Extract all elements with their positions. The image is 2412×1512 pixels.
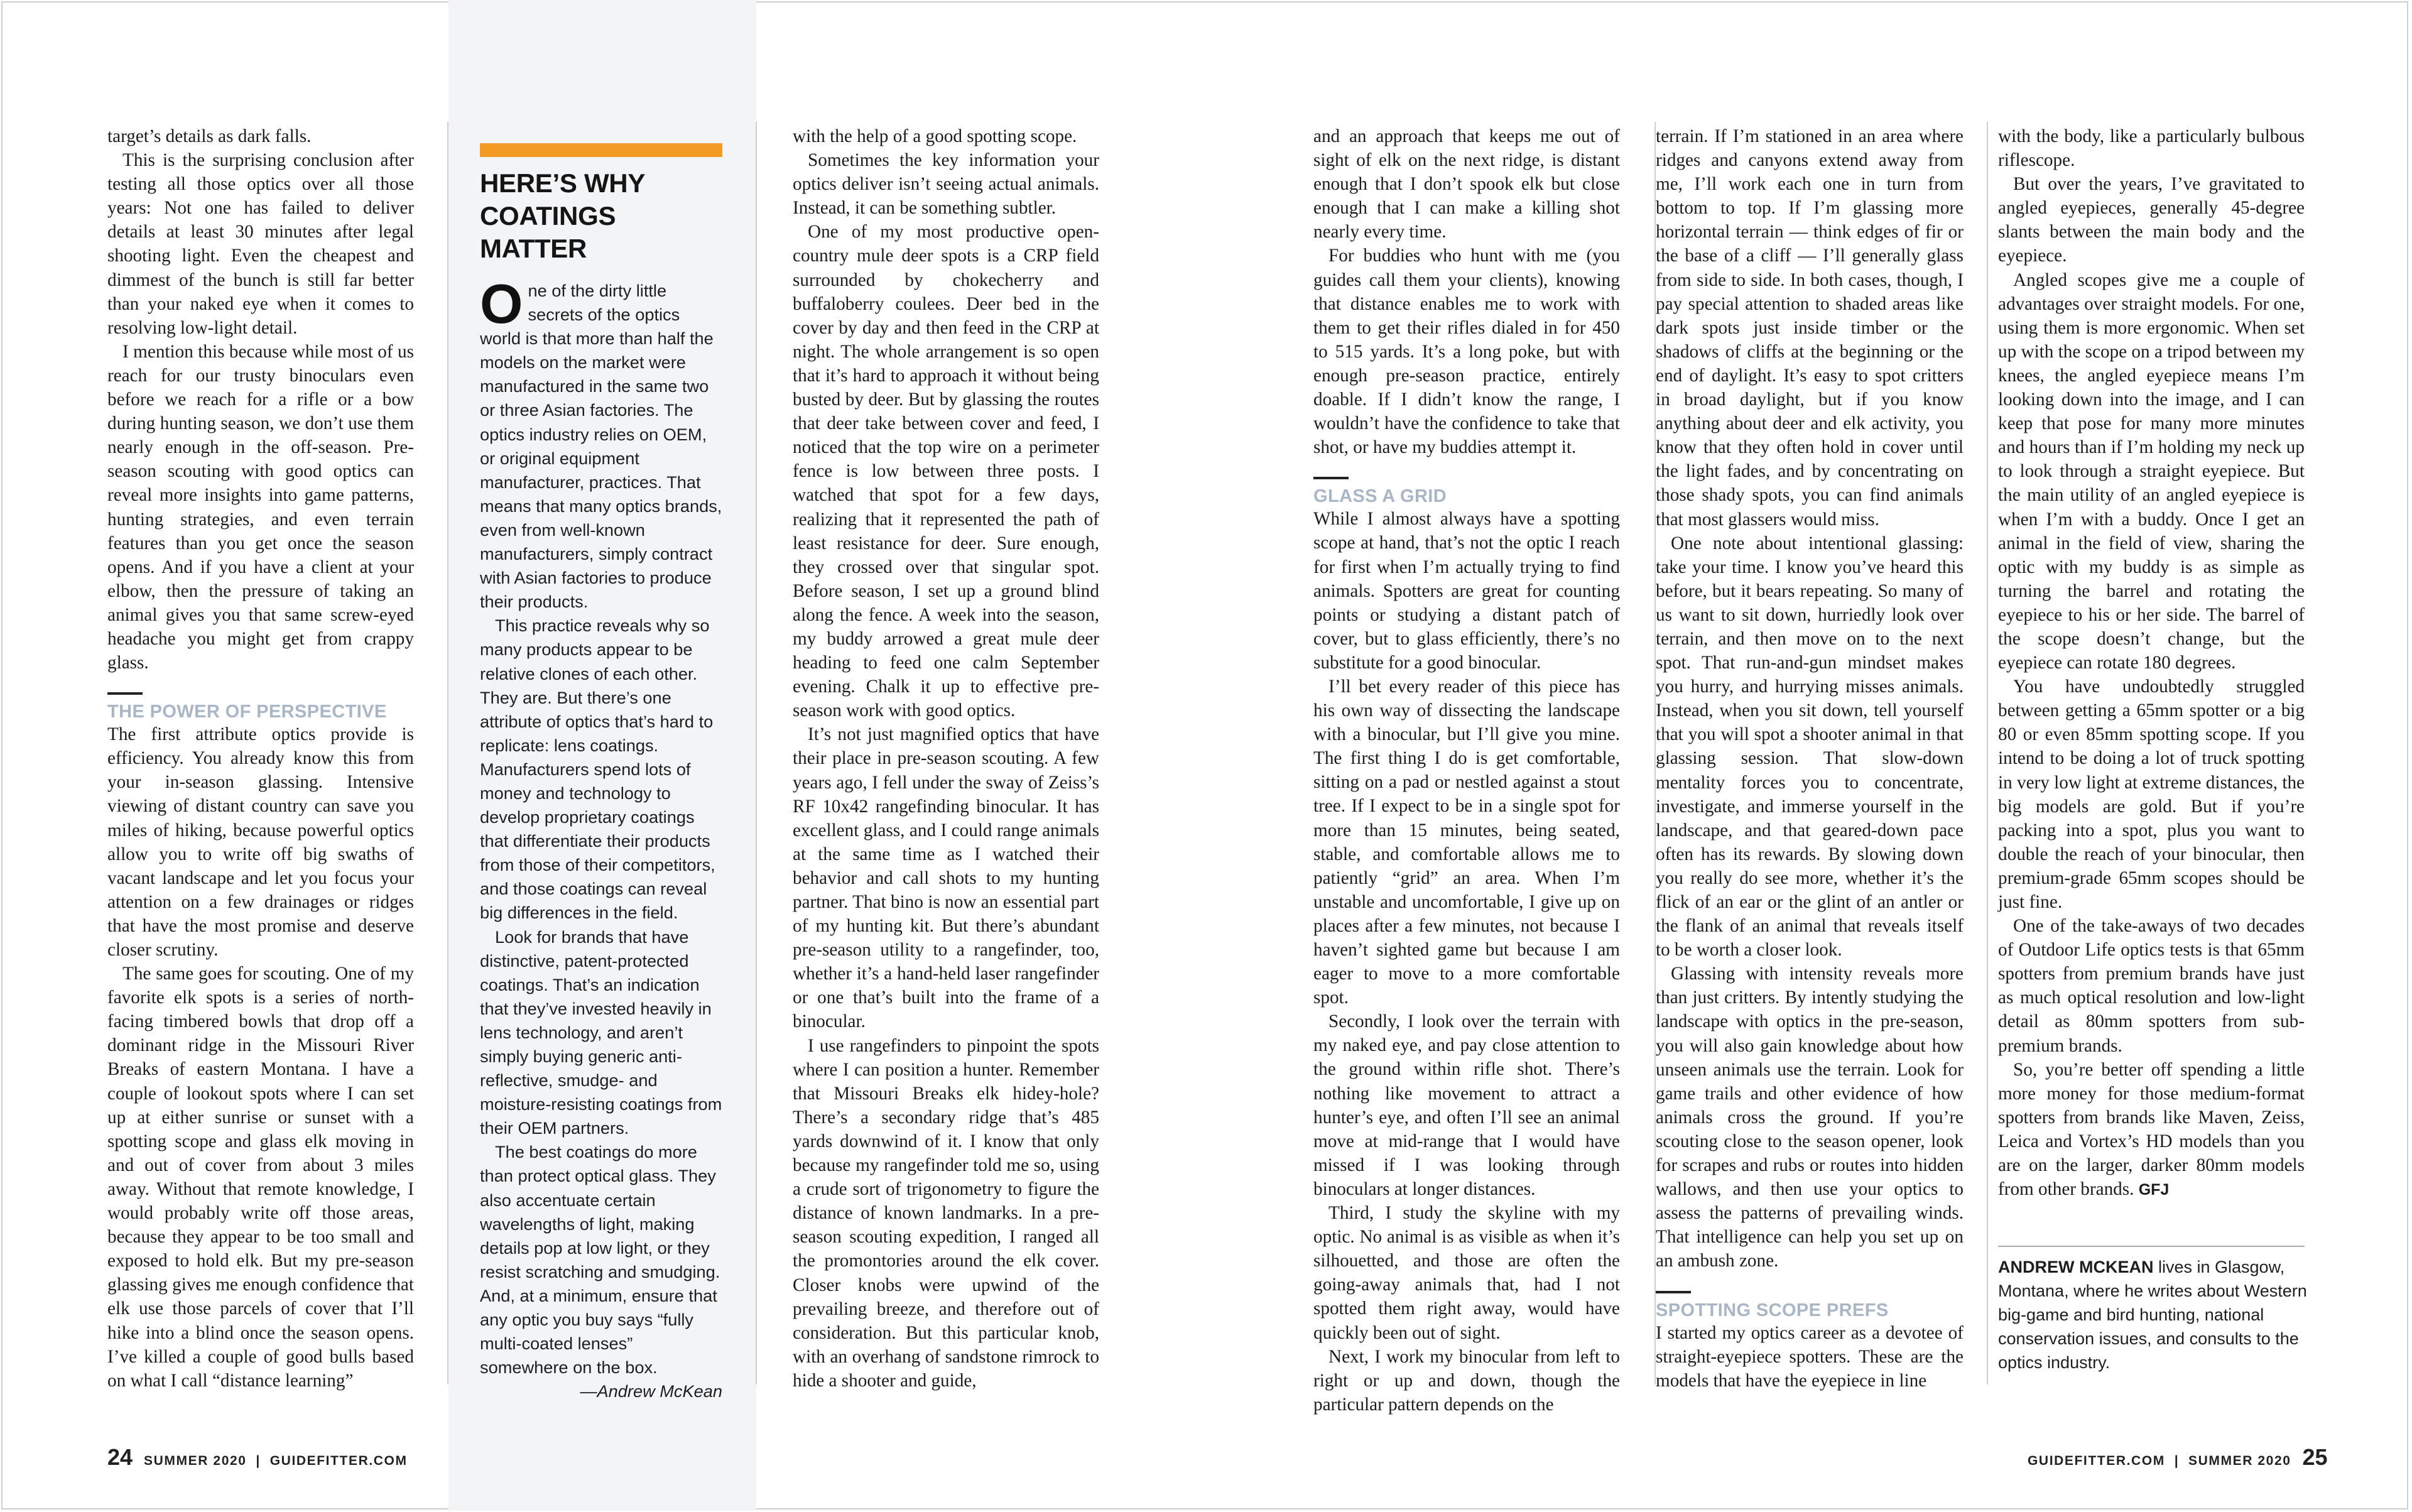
- right-folio: [2028, 1444, 2328, 1471]
- paragraph: [1998, 1058, 2305, 1202]
- paragraph: target’s details as dark falls.: [107, 126, 312, 146]
- column-5: [1656, 124, 1964, 1400]
- paragraph: This is the surprising conclusion after testing all those optics over all those years: Not one has failed to deliver details at least 30 minutes after legal shooting light. Even the cheapest and dimmest of the bunch is still far better than your naked eye when it comes to resolving low-light detail.: [107, 150, 414, 338]
- subhead-rule: [1656, 1291, 1691, 1293]
- sidebar-paragraph: The best coatings do more than protect optical glass. They also accentuate certain wavelengths of light, making details pop at low light, or they resist scratching and smudging. And, at a minimum, ensure that any optic you buy says “fully multi-coated lenses” somewhere on the box.: [480, 1142, 720, 1378]
- column-divider: [756, 122, 757, 1384]
- coatings-sidebar: [480, 143, 722, 1403]
- folio-text: SUMMER 2020 | GUIDEFITTER.COM: [144, 1454, 408, 1468]
- paragraph: Sometimes the key information your optics deliver isn’t seeing actual animals. Instead, it can be something subtler.: [793, 150, 1099, 219]
- sidebar-paragraph: [480, 273, 722, 614]
- sidebar-accent-bar: [480, 143, 722, 157]
- final-text: So, you’re better off spending a little more money for those medium-format spotters from brands like Maven, Zeiss, Leica and Vortex’s HD models than you are on the larger, darker 80mm models from other brands.: [1998, 1059, 2305, 1200]
- subhead-rule: [1313, 477, 1349, 479]
- sidebar-paragraph: Look for brands that have distinctive, patent-protected coatings. That’s an indication that they’ve invested heavily in lens technology, and aren’t simply buying generic anti-reflective, smudge- and moisture-resisting coatings from their OEM partners.: [480, 927, 722, 1138]
- paragraph: I started my optics career as a devotee of straight-eyepiece spotters. These are the models that have the eyepiece in line: [1656, 1322, 1964, 1391]
- paragraph: You have undoubtedly struggled between getting a 65mm spotter or a big 80 or even 85mm spotting scope. If you intend to be doing a lot of truck spotting in very low light at extreme distances, the big models are gold. But if you’re packing into a spot, plus you want to double the reach of your binocular, then premium-grade 65mm scopes should be just fine.: [1998, 677, 2305, 912]
- subhead-rule: [107, 692, 143, 695]
- subhead: SPOTTING SCOPE PREFS: [1656, 1300, 1889, 1320]
- column-1: [107, 124, 414, 1400]
- folio-text: GUIDEFITTER.COM | SUMMER 2020: [2028, 1454, 2291, 1468]
- sidebar-paragraph: This practice reveals why so many products appear to be relative clones of each other. They are. But there’s one attribute of optics that’s hard to replicate: lens coatings. Manufacturers spend lots of money and technology to develop proprietary coatings that differentiate their products from those of their competitors, and those coatings can reveal big differences in the field.: [480, 616, 715, 923]
- bio-rule: [1998, 1246, 2305, 1247]
- paragraph: with the help of a good spotting scope.: [793, 126, 1077, 146]
- paragraph: Angled scopes give me a couple of advantages over straight models. For one, using them is more ergonomic. When set up with the scope on a tripod between my knees, the angled eyepiece means I’m looking down into the image, and I can keep that pose for many more minutes and hours than if I’m holding my neck up to look through a straight eyepiece. But the main utility of an angled eyepiece is when I’m with a buddy. Once I get an animal in the field of view, sharing the optic with my buddy is as simple as turning the barrel and rotating the eyepiece to his or her side. The barrel of the scope doesn’t change, but the eyepiece can rotate 180 degrees.: [1998, 269, 2305, 673]
- subhead: GLASS A GRID: [1313, 486, 1447, 507]
- paragraph: The first attribute optics provide is efficiency. You already know this from your in-season glassing. Intensive viewing of distant country can save you miles of hiking, because powerful optics allow you to write off big swaths of vacant landscape and let you focus your attention on a few drainages or ridges that have the most promise and deserve closer scrutiny.: [107, 724, 414, 960]
- paragraph: I use rangefinders to pinpoint the spots where I can position a hunter. Remember that Missouri Breaks elk hidey-hole? There’s a secondary ridge that’s 485 yards downwind of it. I know that only because my rangefinder told me so, using a crude sort of trigonometry to figure the distance of known landmarks. In a pre-season scouting expedition, I ranged all the promontories around the elk cover. Closer knobs were upwind of the prevailing breeze, and therefore out of consideration. But this particular knob, with an overhang of sandstone rimrock to hide a shooter and guide,: [793, 1035, 1099, 1391]
- paragraph: For buddies who hunt with me (you guides call them your clients), knowing that distance enables me to work with them to get their rifles dialed in for 450 to 515 yards. It’s a long poke, but with enough pre-season practice, entirely doable. If I didn’t know the range, I wouldn’t have the confidence to take that shot, or have my buddies attempt it.: [1313, 246, 1620, 458]
- column-4: [1313, 124, 1620, 1415]
- column-3: [793, 124, 1099, 1400]
- end-mark: GFJ: [2138, 1181, 2170, 1199]
- column-divider: [1987, 122, 1988, 1384]
- sidebar-first-text: ne of the dirty little secrets of the optics world is that more than half the models on the market were manufactured in the same two or three Asian factories. The optics industry relies on OEM, or original equipment manufacturer, practices. That means that many optics brands, even from well-known manufacturers, simply contract with Asian factories to produce their products.: [480, 281, 722, 612]
- drop-cap: O: [480, 273, 523, 335]
- sidebar-title: HERE’S WHY COATINGS MATTER: [480, 168, 645, 263]
- paragraph: terrain. If I’m stationed in an area where ridges and canyons extend away from me, I’ll work each one in turn from bottom to top. If I’m glassing more horizontal terrain — think edges of fir or the base of a cliff — I’ll generally glass from side to side. In both cases, though, I pay special attention to shaded areas like dark spots just inside timber or the shadows of cliffs at the beginning or the end of daylight. It’s easy to spot critters in broad daylight, but if you know anything about deer and elk activity, you know that they often hold in cover until the light fades, and by concentrating on those shady spots, you can find animals that most glassers would miss.: [1656, 126, 1964, 530]
- paragraph: One note about intentional glassing: take your time. I know you’ve heard this before, but it bears repeating. So many of us want to sit down, hurriedly look over terrain, and then move on to the next spot. That run-and-gun mindset makes you hurry, and hurrying misses animals. Instead, when you sit down, tell yourself that you will spot a shooter animal in that glassing session. That slow-down mentality forces you to concentrate, investigate, and immerse yourself in the landscape, and that geared-down pace often has its rewards. By slowing down you really do see more, whether it’s the flick of an ear or the glint of an antler or the flank of an animal that reveals itself to be worth a closer look.: [1656, 533, 1964, 960]
- column-divider: [447, 122, 448, 1384]
- page-number: 24: [107, 1444, 133, 1470]
- author-bio: [1998, 1255, 2312, 1374]
- column-6: [1998, 124, 2305, 1243]
- paragraph: Third, I study the skyline with my optic. No animal is as visible as when it’s silhouetted, and those are often the going-away animals that, had I not spotted them right away, would have quickly been out of sight.: [1313, 1203, 1620, 1343]
- paragraph: Next, I work my binocular from left to right or up and down, though the particular pattern depends on the: [1313, 1346, 1620, 1415]
- sidebar-signature: —Andrew McKean: [580, 1381, 722, 1401]
- paragraph: But over the years, I’ve gravitated to angled eyepieces, generally 45-degree slants between the main body and the eyepiece.: [1998, 174, 2305, 266]
- left-folio: [107, 1444, 408, 1471]
- paragraph: I mention this because while most of us reach for our trusty binoculars even before we reach for a rifle or a bow during hunting season, we don’t use them nearly enough in the off-season. Pre-season scouting with good optics can reveal more insights into game patterns, hunting strategies, and even terrain features than you get once the season opens. And if you have a client at your elbow, then the pressure of taking an animal gives you that same screw-eyed headache you might get from crappy glass.: [107, 341, 414, 673]
- paragraph: and an approach that keeps me out of sight of elk on the next ridge, is distant enough that I don’t spook elk but close enough that I can make a killing shot nearly every time.: [1313, 126, 1620, 242]
- paragraph: Glassing with intensity reveals more than just critters. By intently studying the landscape with optics in the pre-season, you will also gain knowledge about how unseen animals use the terrain. Look for game trails and other evidence of how animals cross the ground. If you’re scouting close to the season opener, look for scrapes and rubs or routes into hidden wallows, and then use your optics to assess the patterns of prevailing winds. That intelligence can help you set up on an ambush zone.: [1656, 964, 1964, 1271]
- paragraph: It’s not just magnified optics that have their place in pre-season scouting. A few years ago, I fell under the sway of Zeiss’s RF 10x42 rangefinding binocular. It has excellent glass, and I could range animals at the same time as I watched their behavior and call shots to my hunting partner. That bino is now an essential part of my hunting kit. But there’s abundant pre-season utility to a rangefinder, too, whether it’s a hand-held laser rangefinder or one that’s built into the frame of a binocular.: [793, 724, 1099, 1032]
- paragraph: with the body, like a particularly bulbous riflescope.: [1998, 126, 2305, 171]
- bio-name: ANDREW MCKEAN: [1998, 1258, 2154, 1276]
- page-number: 25: [2302, 1444, 2328, 1470]
- bio-text: lives in Glasgow, Montana, where he writes about Western big-game and bird hunting, national conservation issues, and consults to the optics industry.: [1998, 1258, 2307, 1372]
- paragraph: The same goes for scouting. One of my favorite elk spots is a series of north-facing timbered bowls that drop off a dominant ridge in the Missouri River Breaks of eastern Montana. I have a couple of lookout spots where I can set up at either sunrise or sunset with a spotting scope and glass elk moving in and out of cover from about 3 miles away. Without that remote knowledge, I would probably write off those areas, because they appear to be too small and exposed to hold elk. But my pre-season glassing gives me enough confidence that elk use those parcels of cover that I’ll hike into a blind once the season opens. I’ve killed a couple of good bulls based on what I call “distance learning”: [107, 964, 414, 1391]
- paragraph: While I almost always have a spotting scope at hand, that’s not the optic I reach for first when I’m actually trying to find animals. Spotters are great for counting points or studying a distant patch of cover, but to glass efficiently, there’s no substitute for a good binocular.: [1313, 509, 1620, 673]
- paragraph: Secondly, I look over the terrain with my naked eye, and pay close attention to the ground within rifle shot. There’s nothing like movement to attract a hunter’s eye, and often I’ll see an animal move at mid-range that I would have missed if I was looking through binoculars at longer distances.: [1313, 1011, 1620, 1199]
- paragraph: One of the take-aways of two decades of Outdoor Life optics tests is that 65mm spotters from premium brands have just as much optical resolution and low-light detail as 80mm spotters from sub-premium brands.: [1998, 916, 2305, 1056]
- paragraph: One of my most productive open-country mule deer spots is a CRP field surrounded by chokecherry and buffaloberry coulees. Deer bed in the cover by day and then feed in the CRP at night. The whole arrangement is so open that it’s hard to approach it without being busted by deer. But by glassing the routes that deer take between cover and feed, I noticed that the top wire on a perimeter fence is low between three posts. I watched that spot for a few days, realizing that it represented the path of least resistance for deer. Sure enough, they crossed over that singular spot. Before season, I set up a ground blind along the fence. A week into the season, my buddy arrowed a great mule deer heading to feed one calm September evening. Chalk it up to effective pre-season work with good optics.: [793, 222, 1099, 721]
- subhead: THE POWER OF PERSPECTIVE: [107, 702, 387, 722]
- paragraph: I’ll bet every reader of this piece has his own way of dissecting the landscape with a binocular, but I’ll give you mine. The first thing I do is get comfortable, sitting on a pad or nestled against a stout tree. If I expect to be in a single spot for more than 15 minutes, being seated, stable, and comfortable allows me to patiently “grid” an area. When I’m unstable and uncomfortable, I give up on places after a few minutes, not because I haven’t sighted game but because I am eager to move to a more comfortable spot.: [1313, 676, 1620, 1008]
